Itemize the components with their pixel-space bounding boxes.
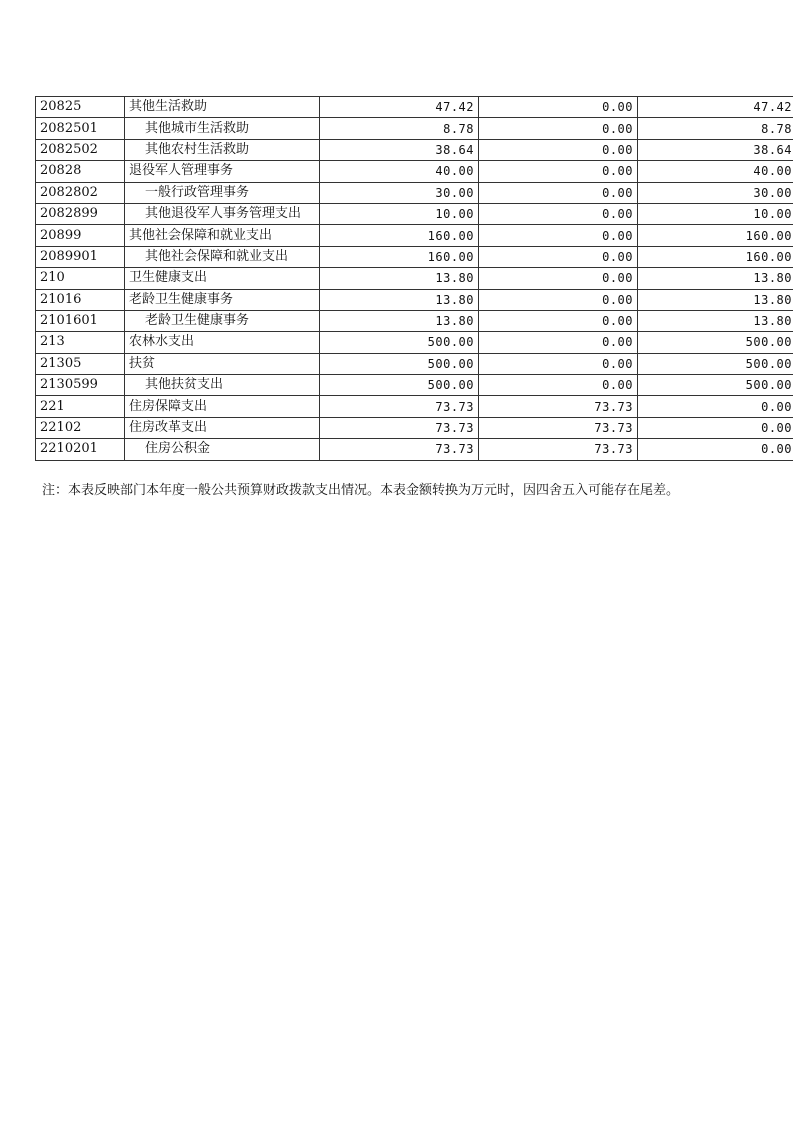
table-row [36, 97, 793, 118]
total-amount-cell: 160.00 [320, 246, 479, 267]
subject-name-cell: 其他城市生活救助 [125, 118, 320, 139]
table-row [36, 139, 793, 160]
project-expenditure-cell: 0.00 [638, 439, 793, 460]
budget-expenditure-table [35, 96, 793, 461]
basic-expenditure-cell: 0.00 [479, 246, 638, 267]
project-expenditure-cell: 13.80 [638, 289, 793, 310]
table-row [36, 268, 793, 289]
total-amount-cell: 8.78 [320, 118, 479, 139]
subject-name-cell: 退役军人管理事务 [125, 161, 320, 182]
basic-expenditure-cell: 0.00 [479, 310, 638, 331]
project-expenditure-cell: 10.00 [638, 203, 793, 224]
total-amount-cell: 47.42 [320, 97, 479, 118]
subject-name-cell: 其他扶贫支出 [125, 375, 320, 396]
project-expenditure-cell: 30.00 [638, 182, 793, 203]
basic-expenditure-cell: 0.00 [479, 353, 638, 374]
basic-expenditure-cell: 0.00 [479, 225, 638, 246]
table-row [36, 310, 793, 331]
subject-name-cell: 其他社会保障和就业支出 [125, 225, 320, 246]
table-row [36, 439, 793, 460]
table-row [36, 203, 793, 224]
table-body [36, 97, 793, 461]
subject-code-cell: 2082501 [36, 118, 125, 139]
subject-name-cell: 老龄卫生健康事务 [125, 310, 320, 331]
basic-expenditure-cell: 0.00 [479, 375, 638, 396]
basic-expenditure-cell: 0.00 [479, 332, 638, 353]
subject-code-cell: 210 [36, 268, 125, 289]
table-row [36, 289, 793, 310]
total-amount-cell: 73.73 [320, 439, 479, 460]
basic-expenditure-cell: 0.00 [479, 268, 638, 289]
subject-code-cell: 2082502 [36, 139, 125, 160]
total-amount-cell: 13.80 [320, 289, 479, 310]
subject-code-cell: 213 [36, 332, 125, 353]
table-row [36, 118, 793, 139]
basic-expenditure-cell: 0.00 [479, 161, 638, 182]
basic-expenditure-cell: 0.00 [479, 139, 638, 160]
project-expenditure-cell: 160.00 [638, 246, 793, 267]
subject-code-cell: 21016 [36, 289, 125, 310]
total-amount-cell: 500.00 [320, 375, 479, 396]
project-expenditure-cell: 8.78 [638, 118, 793, 139]
total-amount-cell: 73.73 [320, 417, 479, 438]
subject-code-cell: 2089901 [36, 246, 125, 267]
basic-expenditure-cell: 73.73 [479, 417, 638, 438]
project-expenditure-cell: 160.00 [638, 225, 793, 246]
project-expenditure-cell: 500.00 [638, 332, 793, 353]
basic-expenditure-cell: 0.00 [479, 118, 638, 139]
subject-name-cell: 卫生健康支出 [125, 268, 320, 289]
subject-name-cell: 住房改革支出 [125, 417, 320, 438]
project-expenditure-cell: 13.80 [638, 310, 793, 331]
subject-code-cell: 22102 [36, 417, 125, 438]
table-row [36, 246, 793, 267]
total-amount-cell: 38.64 [320, 139, 479, 160]
basic-expenditure-cell: 0.00 [479, 203, 638, 224]
subject-code-cell: 21305 [36, 353, 125, 374]
subject-name-cell: 农林水支出 [125, 332, 320, 353]
basic-expenditure-cell: 73.73 [479, 439, 638, 460]
total-amount-cell: 500.00 [320, 332, 479, 353]
subject-name-cell: 其他农村生活救助 [125, 139, 320, 160]
table-row [36, 182, 793, 203]
subject-code-cell: 20825 [36, 97, 125, 118]
total-amount-cell: 73.73 [320, 396, 479, 417]
table-row [36, 375, 793, 396]
subject-code-cell: 2082899 [36, 203, 125, 224]
project-expenditure-cell: 13.80 [638, 268, 793, 289]
subject-name-cell: 其他退役军人事务管理支出 [125, 203, 320, 224]
subject-name-cell: 一般行政管理事务 [125, 182, 320, 203]
subject-code-cell: 221 [36, 396, 125, 417]
project-expenditure-cell: 38.64 [638, 139, 793, 160]
subject-name-cell: 住房保障支出 [125, 396, 320, 417]
basic-expenditure-cell: 0.00 [479, 182, 638, 203]
total-amount-cell: 13.80 [320, 310, 479, 331]
total-amount-cell: 500.00 [320, 353, 479, 374]
subject-code-cell: 2082802 [36, 182, 125, 203]
project-expenditure-cell: 500.00 [638, 375, 793, 396]
table-row [36, 396, 793, 417]
subject-code-cell: 2101601 [36, 310, 125, 331]
table-row [36, 417, 793, 438]
table-row [36, 353, 793, 374]
table-footnote: 注：本表反映部门本年度一般公共预算财政拨款支出情况。本表金额转换为万元时，因四舍五入可能存在尾差。 [42, 483, 680, 498]
total-amount-cell: 30.00 [320, 182, 479, 203]
table-row [36, 161, 793, 182]
basic-expenditure-cell: 0.00 [479, 97, 638, 118]
subject-code-cell: 2210201 [36, 439, 125, 460]
subject-name-cell: 老龄卫生健康事务 [125, 289, 320, 310]
subject-name-cell: 住房公积金 [125, 439, 320, 460]
basic-expenditure-cell: 0.00 [479, 289, 638, 310]
subject-name-cell: 其他社会保障和就业支出 [125, 246, 320, 267]
project-expenditure-cell: 47.42 [638, 97, 793, 118]
total-amount-cell: 160.00 [320, 225, 479, 246]
subject-name-cell: 扶贫 [125, 353, 320, 374]
total-amount-cell: 40.00 [320, 161, 479, 182]
table-row [36, 332, 793, 353]
table-row [36, 225, 793, 246]
project-expenditure-cell: 0.00 [638, 396, 793, 417]
subject-code-cell: 2130599 [36, 375, 125, 396]
basic-expenditure-cell: 73.73 [479, 396, 638, 417]
total-amount-cell: 10.00 [320, 203, 479, 224]
subject-name-cell: 其他生活救助 [125, 97, 320, 118]
subject-code-cell: 20899 [36, 225, 125, 246]
project-expenditure-cell: 40.00 [638, 161, 793, 182]
project-expenditure-cell: 500.00 [638, 353, 793, 374]
project-expenditure-cell: 0.00 [638, 417, 793, 438]
total-amount-cell: 13.80 [320, 268, 479, 289]
subject-code-cell: 20828 [36, 161, 125, 182]
